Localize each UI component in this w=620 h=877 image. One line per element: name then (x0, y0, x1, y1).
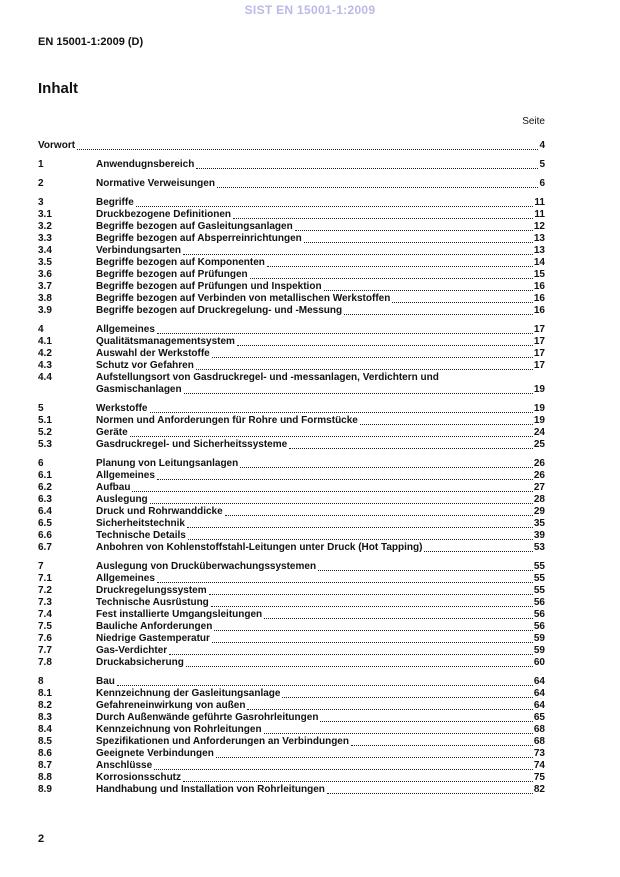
toc-entry-page: 68 (533, 736, 545, 747)
toc-entry-row (38, 372, 545, 384)
toc-entry-number: 6.1 (38, 470, 52, 481)
toc-entry-number: 3.3 (38, 233, 52, 244)
toc-entry-number: 3 (38, 197, 44, 208)
toc-entry-row (38, 760, 545, 772)
toc-entry-number: 6.3 (38, 494, 52, 505)
toc-entry-page: 74 (533, 760, 545, 771)
dotted-leader (211, 597, 533, 607)
toc-entry-row (38, 324, 545, 336)
toc-entry-number: 4.4 (38, 372, 52, 383)
toc-entry-title: Gas-Verdichter (96, 645, 168, 656)
toc-entry-row (38, 621, 545, 633)
toc-entry-row (38, 209, 545, 221)
dotted-leader (186, 657, 533, 667)
toc-entry-row (38, 633, 545, 645)
toc-entry-row (38, 427, 545, 439)
dotted-leader (132, 482, 532, 492)
toc-entry-page: 35 (533, 518, 545, 529)
toc-entry-page: 19 (533, 384, 545, 395)
toc-entry-row (38, 585, 545, 597)
toc-entry-title: Technische Details (96, 530, 186, 541)
toc-entry-number: 6.6 (38, 530, 52, 541)
dotted-leader (157, 324, 533, 334)
toc-entry-row (38, 245, 545, 257)
toc-entry-page: 56 (533, 621, 545, 632)
toc-entry-number: 6.4 (38, 506, 52, 517)
toc-entry-title: Fest installierte Umgangsleitungen (96, 609, 263, 620)
toc-entry-page: 82 (533, 784, 545, 795)
toc-entry-number: 2 (38, 178, 44, 189)
toc-entry-number: 8.9 (38, 784, 52, 795)
toc-entry-number: 7.8 (38, 657, 52, 668)
toc-entry-row (38, 384, 545, 396)
toc-entry-title: Handhabung und Installation von Rohrleitungen (96, 784, 325, 795)
toc-entry-page: 17 (533, 324, 545, 335)
dotted-leader (209, 585, 533, 595)
toc-entry-number: 5.1 (38, 415, 52, 426)
document-id: EN 15001-1:2009 (D) (38, 36, 144, 48)
toc-entry-row (38, 293, 545, 305)
toc-entry-page: 6 (539, 178, 545, 189)
toc-entry-row (38, 470, 545, 482)
toc-entry-number: 8.2 (38, 700, 52, 711)
toc-entry-row (38, 458, 545, 470)
toc-entry-number: 5 (38, 403, 44, 414)
dotted-leader (360, 415, 533, 425)
toc-entry-title: Auslegung von Drucküberwachungssystemen (96, 561, 317, 572)
dotted-leader (289, 439, 533, 449)
dotted-leader (392, 293, 533, 303)
toc-entry-title: Allgemeines (96, 470, 155, 481)
footer-page-number: 2 (38, 833, 45, 845)
dotted-leader (264, 609, 533, 619)
toc-entry-title: Vorwort (38, 140, 76, 151)
toc-entry-row (38, 724, 545, 736)
toc-entry-page: 16 (533, 293, 545, 304)
toc-entry-page: 25 (533, 439, 545, 450)
toc-entry-title: Begriffe bezogen auf Prüfungen (96, 269, 248, 280)
toc-entry-title: Druck und Rohrwanddicke (96, 506, 223, 517)
toc-entry-number: 7 (38, 561, 44, 572)
toc-entry-row (38, 597, 545, 609)
dotted-leader (212, 633, 533, 643)
toc-entry-row (38, 233, 545, 245)
toc-entry-page: 26 (533, 470, 545, 481)
dotted-leader (169, 645, 533, 655)
toc-entry-page: 16 (533, 281, 545, 292)
toc-entry-row (38, 269, 545, 281)
dotted-leader (150, 403, 533, 413)
toc-entry-number: 3.2 (38, 221, 52, 232)
dotted-leader (327, 784, 533, 794)
toc-entry-title: Auswahl der Werkstoffe (96, 348, 210, 359)
dotted-leader (183, 245, 533, 255)
toc-entry-page: 64 (533, 688, 545, 699)
toc-entry-row (38, 403, 545, 415)
toc-entry-title: Allgemeines (96, 324, 155, 335)
toc-entry-title: Technische Ausrüstung (96, 597, 209, 608)
toc-entry-title: Spezifikationen und Anforderungen an Verbindungen (96, 736, 349, 747)
toc-entry-page: 60 (533, 657, 545, 668)
dotted-leader (117, 676, 533, 686)
toc-entry-number: 3.9 (38, 305, 52, 316)
toc-entry-row (38, 688, 545, 700)
toc-entry-row (38, 159, 545, 171)
toc-entry-number: 5.3 (38, 439, 52, 450)
toc-entry-title: Schutz vor Gefahren (96, 360, 194, 371)
toc-entry-title: Kennzeichnung von Rohrleitungen (96, 724, 262, 735)
dotted-leader (196, 360, 533, 370)
toc-entry-row (38, 772, 545, 784)
toc-entry-number: 7.4 (38, 609, 52, 620)
toc-entry-page: 55 (533, 573, 545, 584)
toc-entry-number: 3.7 (38, 281, 52, 292)
dotted-leader (225, 506, 533, 516)
toc-entry-page: 65 (533, 712, 545, 723)
toc-entry-page: 13 (533, 245, 545, 256)
toc-entry-row (38, 518, 545, 530)
toc-entry-number: 7.7 (38, 645, 52, 656)
toc-entry-page: 19 (533, 415, 545, 426)
dotted-leader (217, 178, 539, 188)
toc-entry-number: 7.1 (38, 573, 52, 584)
toc-entry-page: 56 (533, 609, 545, 620)
toc-entry-page: 13 (533, 233, 545, 244)
table-of-contents (38, 140, 545, 796)
toc-entry-number: 3.4 (38, 245, 52, 256)
toc-entry-page: 4 (539, 140, 545, 151)
toc-entry-page: 75 (533, 772, 545, 783)
toc-entry-number: 8 (38, 676, 44, 687)
dotted-leader (267, 257, 533, 267)
toc-entry-title: Begriffe bezogen auf Gasleitungsanlagen (96, 221, 293, 232)
toc-entry-row (38, 573, 545, 585)
toc-entry-number: 4.2 (38, 348, 52, 359)
page-column-label: Seite (522, 116, 545, 127)
dotted-leader (351, 736, 533, 746)
dotted-leader (318, 561, 533, 571)
dotted-leader (264, 724, 533, 734)
dotted-leader (188, 530, 533, 540)
toc-entry-page: 12 (533, 221, 545, 232)
toc-entry-title: Sicherheitstechnik (96, 518, 185, 529)
toc-entry-number: 8.8 (38, 772, 52, 783)
toc-entry-title: Planung von Leitungsanlagen (96, 458, 239, 469)
toc-entry-page: 15 (533, 269, 545, 280)
toc-entry-row (38, 784, 545, 796)
toc-entry-number: 6.2 (38, 482, 52, 493)
toc-entry-title: Begriffe bezogen auf Komponenten (96, 257, 265, 268)
toc-entry-number: 4.1 (38, 336, 52, 347)
dotted-leader (157, 573, 533, 583)
toc-entry-page: 29 (533, 506, 545, 517)
toc-entry-row (38, 506, 545, 518)
toc-entry-row (38, 178, 545, 190)
toc-entry-row (38, 657, 545, 669)
toc-entry-row (38, 712, 545, 724)
dotted-leader (184, 384, 533, 394)
toc-entry-title: Begriffe bezogen auf Absperreinrichtungen (96, 233, 302, 244)
toc-entry-title: Bau (96, 676, 115, 687)
toc-entry-number: 3.8 (38, 293, 52, 304)
dotted-leader (344, 305, 533, 315)
dotted-leader (214, 621, 533, 631)
toc-entry-number: 7.2 (38, 585, 52, 596)
toc-entry-row (38, 336, 545, 348)
toc-entry-title: Niedrige Gastemperatur (96, 633, 210, 644)
toc-entry-page: 39 (533, 530, 545, 541)
toc-entry-title: Anwendugnsbereich (96, 159, 195, 170)
dotted-leader (157, 470, 533, 480)
toc-entry-title: Aufbau (96, 482, 131, 493)
toc-entry-title: Normative Verweisungen (96, 178, 215, 189)
toc-entry-row (38, 700, 545, 712)
toc-entry-page: 27 (533, 482, 545, 493)
toc-entry-title: Geeignete Verbindungen (96, 748, 214, 759)
toc-entry-title: Auslegung (96, 494, 148, 505)
dotted-leader (295, 221, 533, 231)
dotted-leader (304, 233, 533, 243)
toc-entry-row (38, 609, 545, 621)
toc-entry-page: 19 (533, 403, 545, 414)
toc-entry-title: Begriffe bezogen auf Druckregelung- und -Messung (96, 305, 343, 316)
toc-entry-number: 8.4 (38, 724, 52, 735)
toc-entry-title: Gasmischanlagen (96, 384, 182, 395)
toc-entry-row (38, 257, 545, 269)
watermark-text: SIST EN 15001-1:2009 (244, 3, 376, 17)
dotted-leader (247, 700, 532, 710)
toc-entry-number: 8.1 (38, 688, 52, 699)
toc-entry-number: 8.5 (38, 736, 52, 747)
dotted-leader (282, 688, 532, 698)
toc-entry-number: 4 (38, 324, 44, 335)
toc-entry-page: 56 (533, 597, 545, 608)
toc-entry-title: Werkstoffe (96, 403, 148, 414)
toc-entry-page: 55 (533, 561, 545, 572)
toc-entry-page: 17 (533, 360, 545, 371)
toc-entry-page: 55 (533, 585, 545, 596)
dotted-leader (130, 427, 533, 437)
toc-entry-row (38, 415, 545, 427)
dotted-leader (196, 159, 538, 169)
toc-entry-page: 11 (534, 197, 545, 208)
toc-entry-row (38, 530, 545, 542)
toc-entry-title: Qualitätsmanagementsystem (96, 336, 235, 347)
toc-entry-title: Anbohren von Kohlenstoffstahl-Leitungen unter Druck (Hot Tapping) (96, 542, 423, 553)
toc-entry-page: 28 (533, 494, 545, 505)
toc-entry-page: 14 (533, 257, 545, 268)
dotted-leader (183, 772, 533, 782)
dotted-leader (154, 760, 533, 770)
toc-entry-title: Druckbezogene Definitionen (96, 209, 232, 220)
toc-entry-row (38, 645, 545, 657)
toc-entry-row (38, 748, 545, 760)
dotted-leader (233, 209, 533, 219)
toc-entry-page: 24 (533, 427, 545, 438)
toc-entry-number: 8.3 (38, 712, 52, 723)
dotted-leader (240, 458, 533, 468)
toc-entry-number (38, 384, 96, 396)
toc-entry-number: 4.3 (38, 360, 52, 371)
dotted-leader (424, 542, 532, 552)
toc-entry-row (38, 676, 545, 688)
toc-entry-number: 8.6 (38, 748, 52, 759)
toc-entry-page: 64 (533, 676, 545, 687)
dotted-leader (136, 197, 534, 207)
dotted-leader (324, 281, 533, 291)
toc-heading: Inhalt (38, 80, 78, 97)
toc-entry-title: Begriffe bezogen auf Verbinden von metallischen Werkstoffen (96, 293, 391, 304)
toc-entry-title: Gefahreneinwirkung von außen (96, 700, 246, 711)
toc-entry-page: 64 (533, 700, 545, 711)
toc-entry-row (38, 305, 545, 317)
toc-entry-row (38, 197, 545, 209)
toc-entry-number: 8.7 (38, 760, 52, 771)
toc-entry-page: 59 (533, 633, 545, 644)
toc-entry-title: Druckregelungssystem (96, 585, 207, 596)
toc-entry-page: 68 (533, 724, 545, 735)
toc-entry-page: 5 (539, 159, 545, 170)
toc-entry-page: 17 (533, 336, 545, 347)
toc-entry-title: Begriffe bezogen auf Prüfungen und Inspektion (96, 281, 322, 292)
toc-entry-number: 6.5 (38, 518, 52, 529)
toc-entry-row (38, 482, 545, 494)
dotted-leader (250, 269, 533, 279)
toc-entry-title: Kennzeichnung der Gasleitungsanlage (96, 688, 281, 699)
toc-entry-page: 26 (533, 458, 545, 469)
toc-entry-page: 11 (534, 209, 545, 220)
toc-entry-row (38, 281, 545, 293)
toc-entry-number: 6 (38, 458, 44, 469)
toc-entry-row (38, 542, 545, 554)
toc-entry-number: 6.7 (38, 542, 52, 553)
toc-entry-row (38, 439, 545, 451)
toc-entry-title: Verbindungsarten (96, 245, 182, 256)
toc-entry-row (38, 348, 545, 360)
toc-entry-title: Aufstellungsort von Gasdruckregel- und -messanlagen, Verdichtern und (96, 372, 439, 383)
toc-entry-page: 17 (533, 348, 545, 359)
toc-entry-title: Geräte (96, 427, 128, 438)
toc-entry-title: Druckabsicherung (96, 657, 184, 668)
toc-entry-number: 7.5 (38, 621, 52, 632)
toc-entry-title: Korrosionsschutz (96, 772, 182, 783)
dotted-leader (212, 348, 533, 358)
toc-entry-row (38, 561, 545, 573)
toc-entry-number: 3.6 (38, 269, 52, 280)
toc-entry-title: Normen und Anforderungen für Rohre und Formstücke (96, 415, 358, 426)
toc-entry-number: 7.6 (38, 633, 52, 644)
toc-entry-title: Gasdruckregel- und Sicherheitssysteme (96, 439, 288, 450)
toc-entry-page: 73 (533, 748, 545, 759)
dotted-leader (77, 140, 538, 150)
dotted-leader (216, 748, 533, 758)
toc-entry-row (38, 494, 545, 506)
toc-entry-page: 16 (533, 305, 545, 316)
toc-entry-page: 53 (533, 542, 545, 553)
toc-entry-title: Begriffe (96, 197, 134, 208)
toc-entry-title: Bauliche Anforderungen (96, 621, 213, 632)
toc-entry-number: 3.5 (38, 257, 52, 268)
dotted-leader (320, 712, 532, 722)
toc-entry-number: 7.3 (38, 597, 52, 608)
toc-entry-title: Durch Außenwände geführte Gasrohrleitungen (96, 712, 319, 723)
dotted-leader (237, 336, 533, 346)
toc-entry-row (38, 736, 545, 748)
dotted-leader (150, 494, 533, 504)
toc-entry-row (38, 140, 545, 152)
toc-entry-number: 5.2 (38, 427, 52, 438)
toc-entry-title: Allgemeines (96, 573, 155, 584)
dotted-leader (187, 518, 533, 528)
toc-entry-page: 59 (533, 645, 545, 656)
toc-entry-number: 3.1 (38, 209, 52, 220)
toc-entry-number: 1 (38, 159, 44, 170)
toc-entry-row (38, 360, 545, 372)
toc-entry-title: Anschlüsse (96, 760, 153, 771)
toc-entry-row (38, 221, 545, 233)
